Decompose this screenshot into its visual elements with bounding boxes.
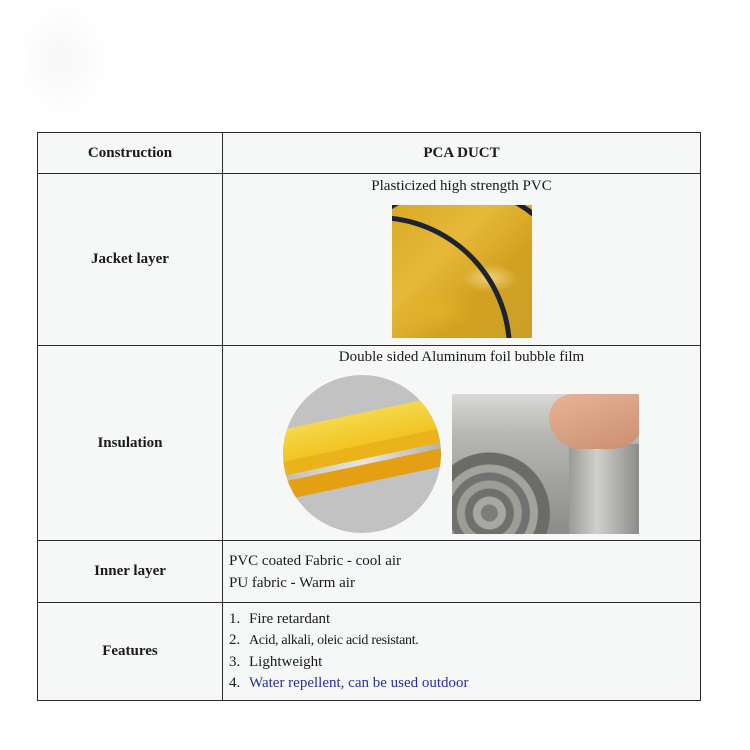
feature-text: Acid, alkali, oleic acid resistant. [249,633,419,648]
header-construction: Construction [38,133,223,174]
jacket-layer-content [223,174,701,346]
insulation-images [223,366,700,536]
feature-item [229,609,700,631]
duct-cross-section-image [283,375,441,533]
inner-layer-line: PVC coated Fabric - cool air [229,552,402,569]
insulation-content [223,346,701,541]
row-label-insulation: Insulation [38,346,223,541]
insulation-caption: Double sided Aluminum foil bubble film [338,349,585,365]
row-label-inner-layer: Inner layer [38,541,223,603]
table-row-features [38,603,701,701]
table-row-insulation [38,346,701,541]
feature-number: 2. [229,632,241,648]
feature-number: 4. [229,675,241,691]
feature-text: Lightweight [249,653,323,670]
table-header-row [38,133,701,174]
row-label-features: Features [38,603,223,701]
row-label-jacket-layer: Jacket layer [38,174,223,346]
faint-watermark [15,0,110,120]
black-wire-stripe [392,205,532,338]
features-content [223,603,701,701]
hand-image [549,394,639,449]
feature-number: 1. [229,610,241,627]
feature-item [229,630,700,652]
jacket-caption: Plasticized high strength PVC [371,178,552,194]
feature-text-highlighted: Water repellent, can be used outdoor [249,675,469,691]
feature-number: 3. [229,653,241,670]
table-row-inner-layer [38,541,701,603]
yellow-pvc-duct-image [392,205,532,338]
inner-layer-line: PU fabric - Warm air [229,574,355,591]
feature-text: Fire retardant [249,610,331,627]
feature-item [229,673,700,695]
construction-spec-table [37,132,701,701]
header-pca-duct: PCA DUCT [223,133,701,174]
feature-item [229,652,700,674]
inner-layer-content [223,541,701,603]
aluminum-foil-bubble-roll-image [452,394,639,534]
table-row-jacket-layer [38,174,701,346]
